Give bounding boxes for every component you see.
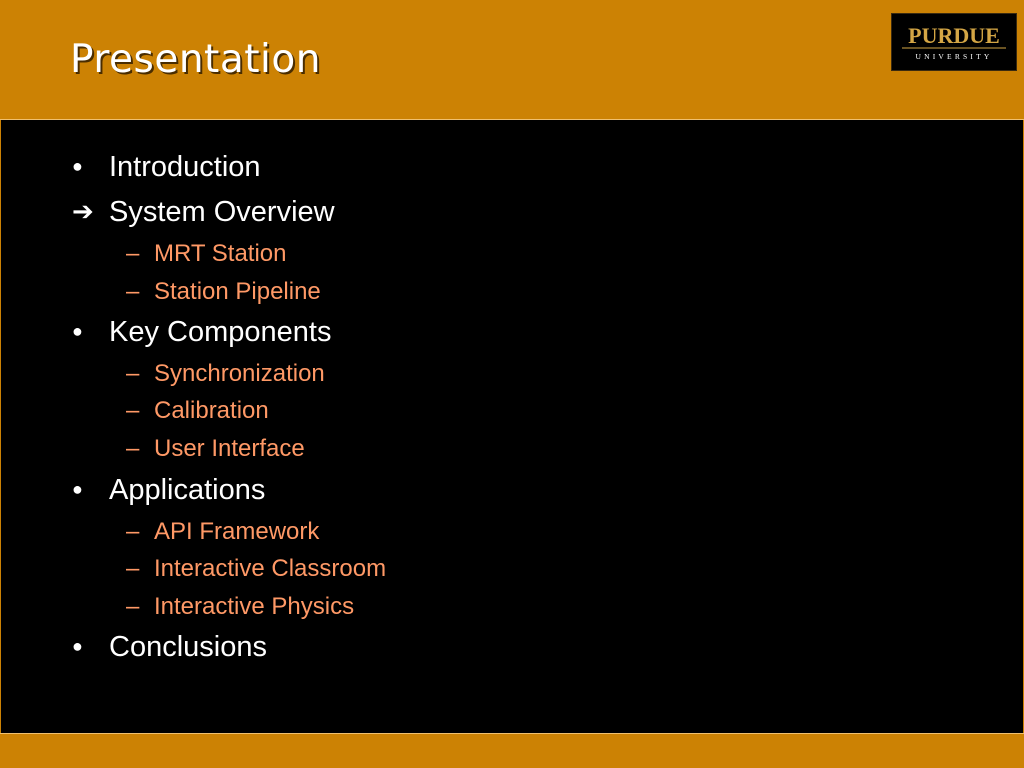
dash-icon: – — [126, 278, 140, 305]
right-arrow-icon: ➔ — [72, 197, 94, 227]
outline-sublabel: User Interface — [154, 435, 305, 462]
slide-title: Presentation — [70, 37, 321, 82]
outline-subitem-mrt-station — [126, 242, 287, 266]
outline-label: Introduction — [109, 151, 261, 183]
logo-wordmark: PURDUE — [908, 23, 1000, 48]
outline-sublabel: Synchronization — [154, 360, 325, 387]
outline-item-conclusions — [72, 633, 267, 662]
dash-icon: – — [126, 518, 140, 545]
bullet-icon: ● — [72, 321, 83, 341]
outline-subitem-interactive-physics — [126, 595, 354, 619]
footer-bar — [0, 734, 1024, 768]
outline-item-system-overview-current — [72, 198, 335, 227]
outline-subitem-interactive-classroom — [126, 557, 386, 581]
outline-subitem-synchronization — [126, 362, 325, 386]
outline-sublabel: Interactive Physics — [154, 593, 355, 620]
bullet-icon: ● — [72, 479, 83, 499]
outline-subitem-station-pipeline — [126, 280, 321, 304]
outline-label: Key Components — [109, 316, 332, 348]
outline-item-key-components — [72, 318, 331, 347]
dash-icon: – — [126, 593, 140, 620]
outline-item-introduction — [72, 153, 261, 182]
outline-label: System Overview — [109, 196, 335, 228]
outline-label: Applications — [109, 474, 266, 506]
outline-sublabel: Calibration — [154, 397, 269, 424]
outline-subitem-calibration — [126, 399, 269, 423]
outline-sublabel: Station Pipeline — [154, 278, 321, 305]
outline-item-applications — [72, 476, 265, 505]
dash-icon: – — [126, 397, 140, 424]
logo-subtitle: UNIVERSITY — [915, 52, 993, 61]
outline-subitem-user-interface — [126, 437, 305, 461]
outline-sublabel: API Framework — [154, 518, 320, 545]
dash-icon: – — [126, 555, 140, 582]
outline-sublabel: Interactive Classroom — [154, 555, 387, 582]
dash-icon: – — [126, 360, 140, 387]
bullet-icon: ● — [72, 636, 83, 656]
dash-icon: – — [126, 435, 140, 462]
outline-sublabel: MRT Station — [154, 240, 287, 267]
outline-subitem-api-framework — [126, 520, 319, 544]
bullet-icon: ● — [72, 156, 83, 176]
dash-icon: – — [126, 240, 140, 267]
outline-label: Conclusions — [109, 631, 267, 663]
